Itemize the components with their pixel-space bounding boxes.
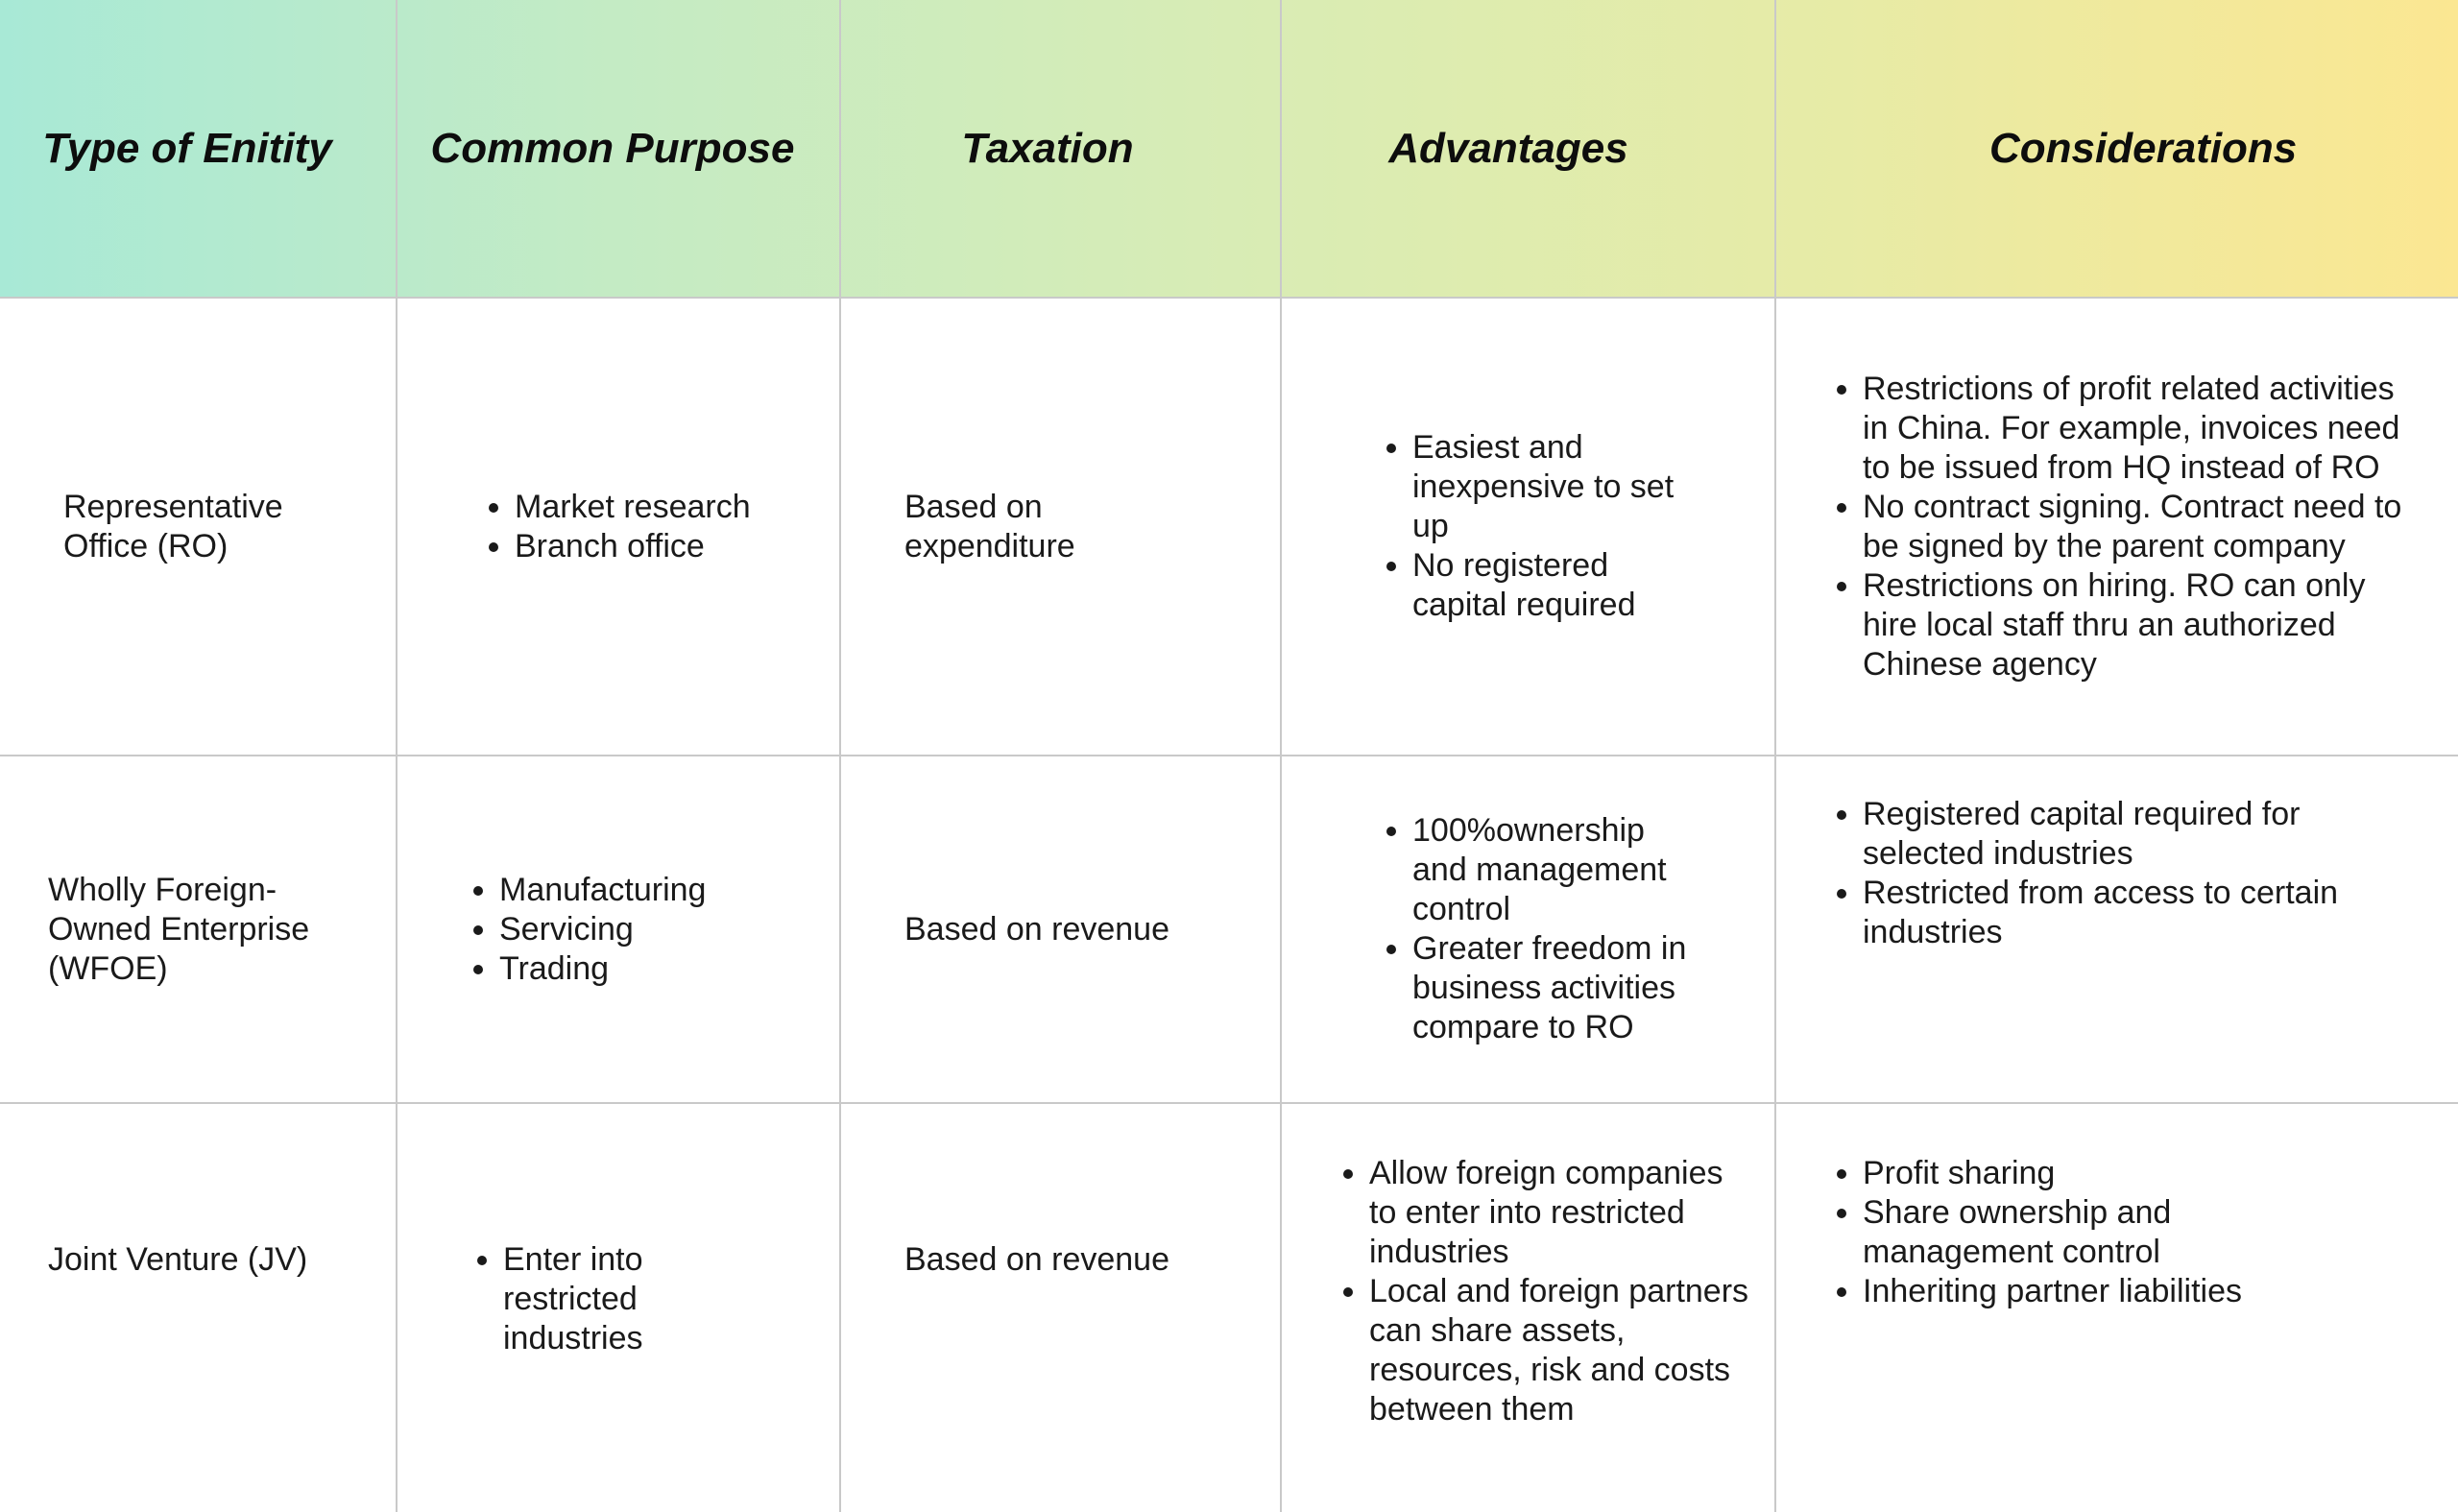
list-item: • Registered capital required for selected industries [1863,795,2425,874]
table-row-ro-purpose [482,299,837,755]
table-row-jv-type [48,1104,390,1416]
table-row-wfoe-advantages [1380,756,1697,1102]
advantages-list [1380,811,1697,1047]
table-row-ro-type [63,299,390,755]
list-item: • Share ownership and management control [1863,1193,2281,1272]
table-row-wfoe-purpose [467,756,837,1102]
advantages-list [1337,1154,1749,1429]
list-item: • Easiest and inexpensive to set up [1412,428,1706,546]
table-row-ro-considerations [1830,299,2425,755]
header-type-of-entity: Type of Enitity [42,125,332,172]
list-item: • Local and foreign partners can share assets, resources, risk and costs between them [1369,1272,1749,1429]
table-row-ro-taxation [904,299,1269,755]
table-row-wfoe-type [48,756,390,1102]
list-item: • Allow foreign companies to enter into restricted industries [1369,1154,1749,1272]
considerations-list [1830,370,2425,684]
purpose-list [482,488,751,566]
list-item: • Profit sharing [1863,1154,2281,1193]
header-considerations: Considerations [1989,125,2298,172]
entity-type-label: Joint Venture (JV) [48,1241,308,1278]
list-item: • Servicing [499,910,706,949]
header-taxation: Taxation [961,125,1134,172]
header-advantages: Advantages [1388,125,1628,172]
list-item: • Greater freedom in business activities compare to RO [1412,929,1697,1047]
list-item: • Market research [515,488,751,527]
table-row-jv-considerations [1830,1104,2281,1416]
list-item: • Enter into restricted industries [503,1240,749,1358]
table-row-jv-taxation [904,1104,1269,1416]
list-item: • Restrictions on hiring. RO can only hire local staff thru an authorized Chinese agency [1863,566,2425,684]
advantages-list [1380,428,1706,625]
entity-type-label: Wholly Foreign- Owned Enterprise (WFOE) [48,871,310,987]
table-row-jv-purpose [470,1104,749,1416]
taxation-text: Based on expenditure [904,488,1075,564]
list-item: • Trading [499,949,706,989]
taxation-text: Based on revenue [904,1241,1169,1278]
table-row-wfoe-considerations [1830,756,2425,1102]
taxation-text: Based on revenue [904,910,1169,948]
list-item: • Inheriting partner liabilities [1863,1272,2281,1311]
considerations-list [1830,1154,2281,1311]
table-row-jv-advantages [1337,1104,1749,1469]
table-row-ro-advantages [1380,299,1706,755]
list-item: • No registered capital required [1412,546,1706,625]
list-item: • Manufacturing [499,871,706,910]
purpose-list [467,871,706,989]
header-common-purpose: Common Purpose [430,125,795,172]
list-item: • Branch office [515,527,751,566]
list-item: • 100%ownership and management control [1412,811,1697,929]
list-item: • No contract signing. Contract need to be signed by the parent company [1863,488,2425,566]
considerations-list [1830,795,2425,952]
list-item: • Restrictions of profit related activities in China. For example, invoices need to be issued from HQ instead of RO [1863,370,2425,488]
list-item: • Restricted from access to certain industries [1863,874,2425,952]
entity-type-label: Representative Office (RO) [63,488,283,564]
purpose-list [470,1240,749,1358]
table-row-wfoe-taxation [904,756,1269,1102]
